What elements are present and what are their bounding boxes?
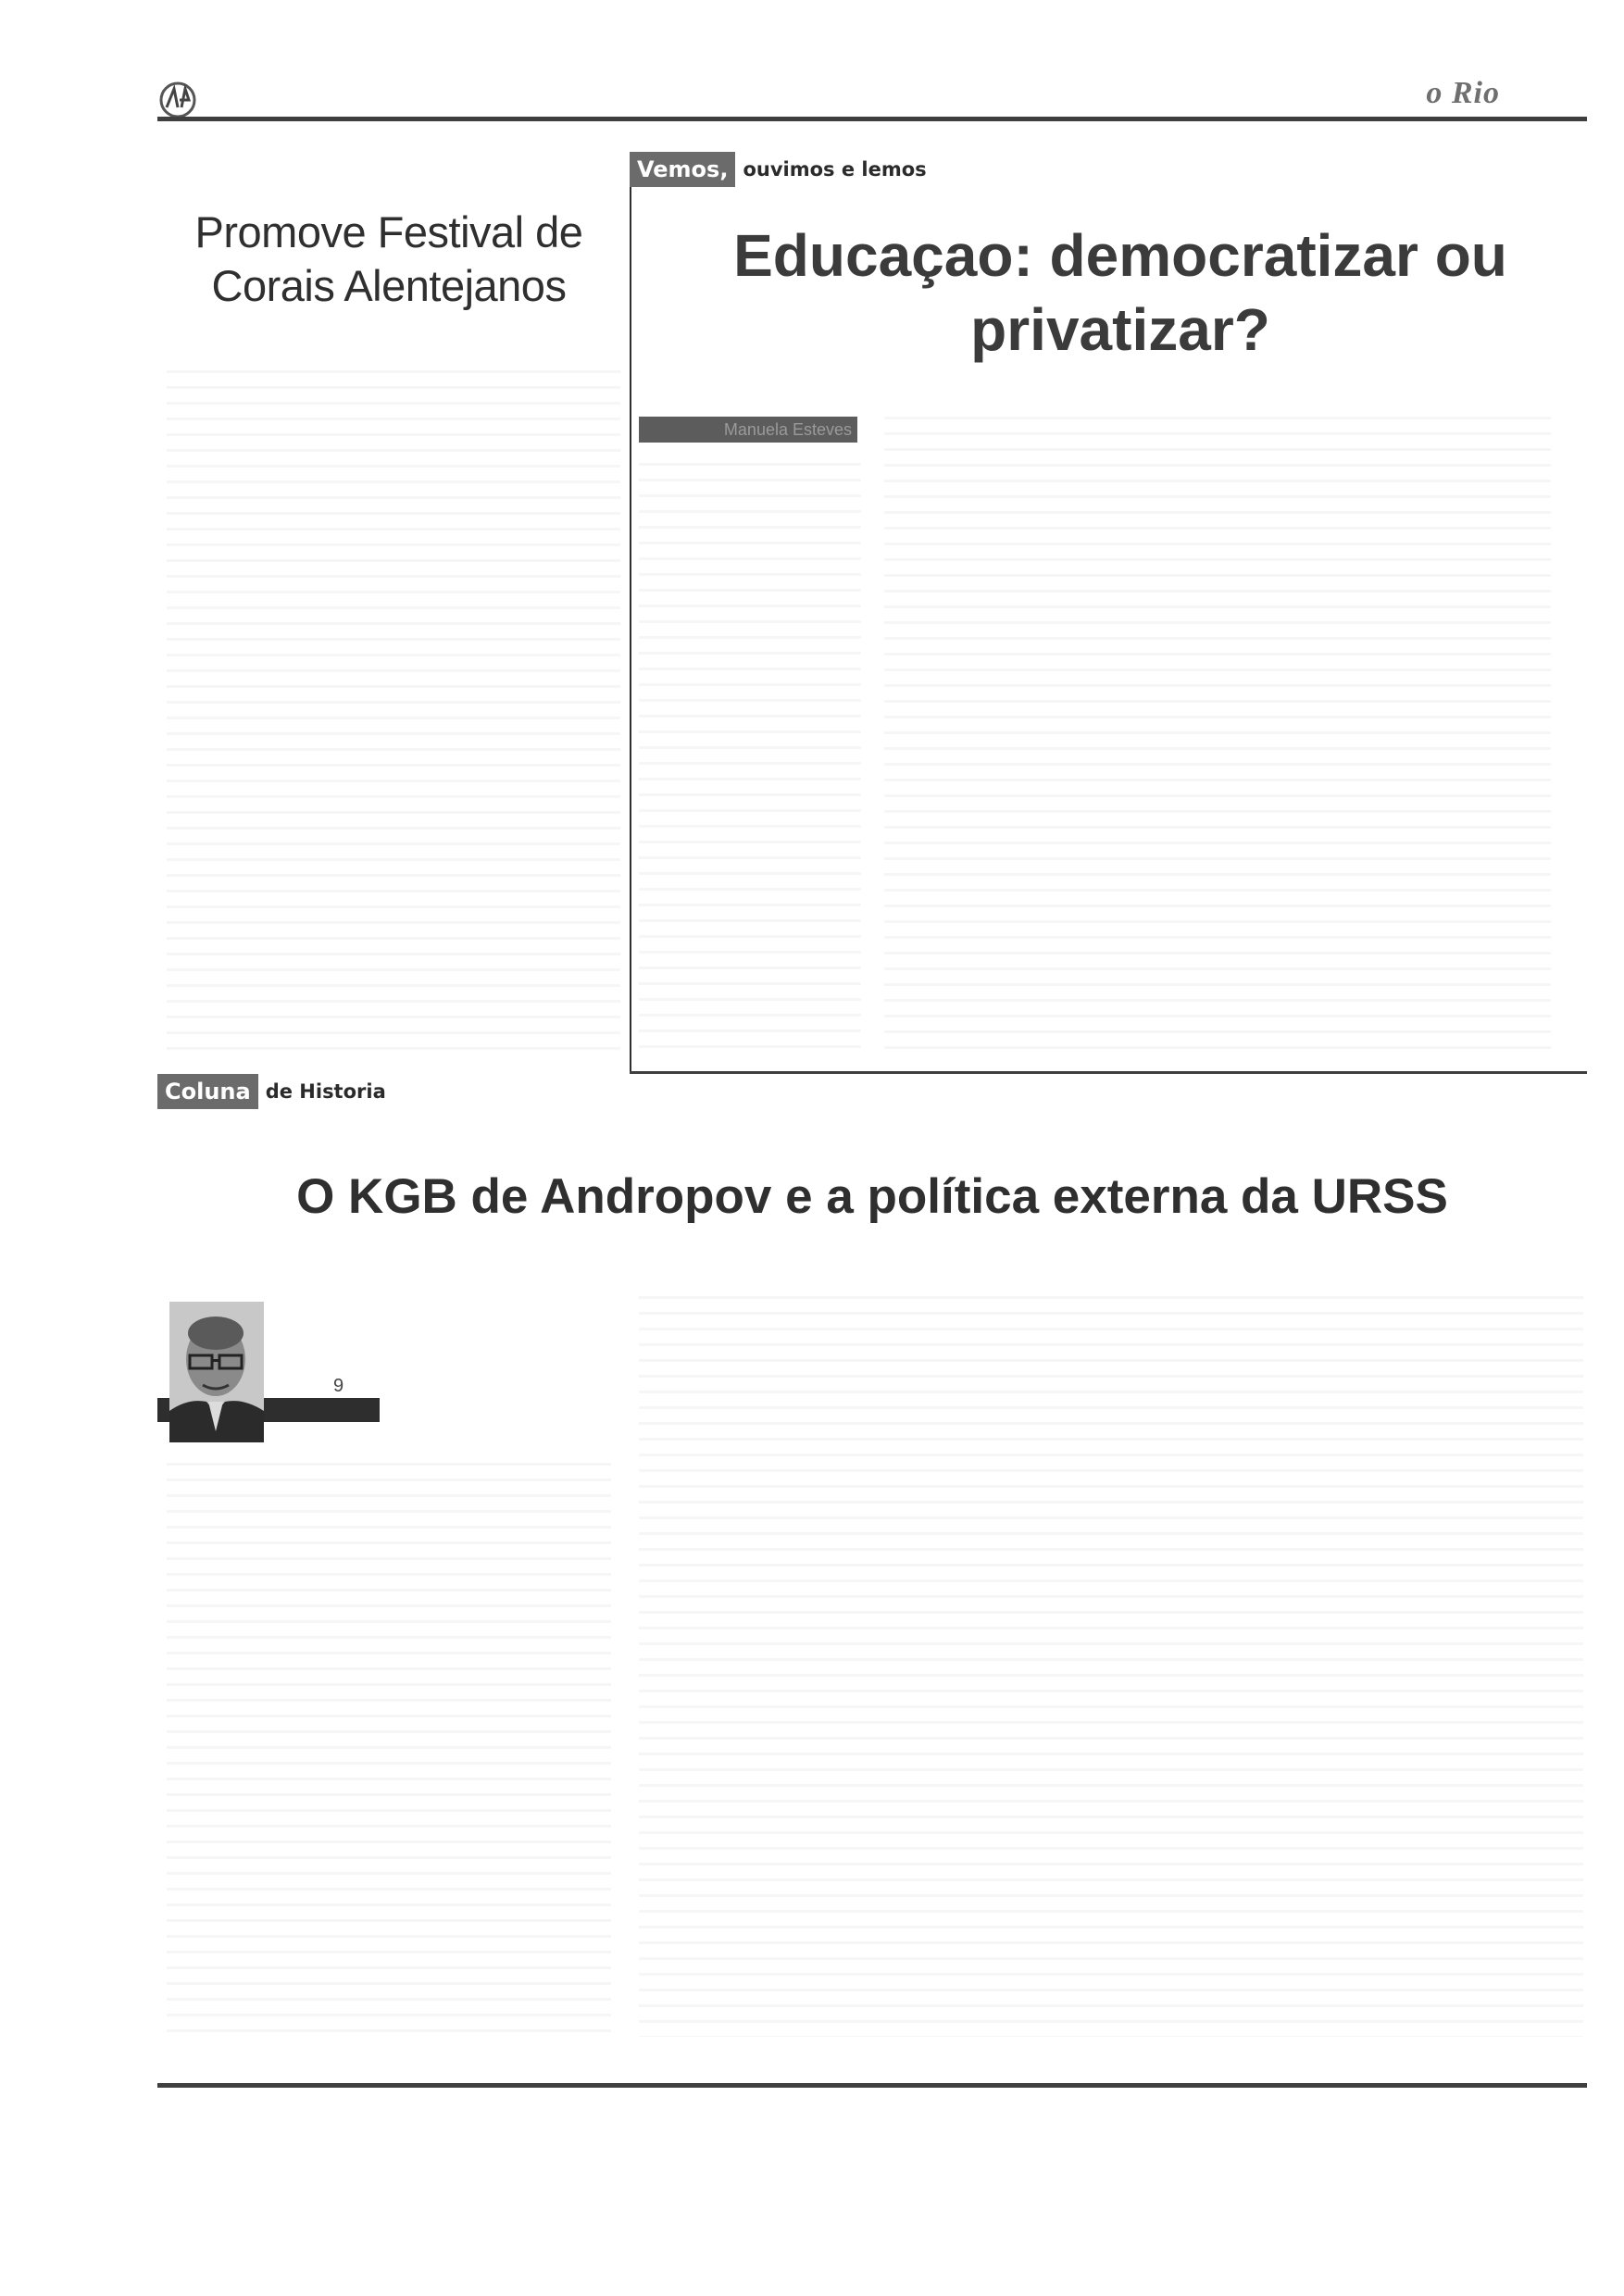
footer-rule [157, 2083, 1587, 2088]
left-article-headline: Promove Festival de Corais Alentejanos [194, 207, 583, 310]
history-section-tag: Coluna [157, 1074, 258, 1109]
history-faded-body-left [167, 1463, 611, 2037]
main-article-headline: Educaçao: democratizar ou privatizar? [733, 222, 1507, 363]
history-section-label [157, 1074, 386, 1109]
header-rule [157, 117, 1587, 121]
history-faded-body-right [639, 1296, 1583, 2037]
page-number-logo [157, 80, 198, 120]
main-article-byline: Manuela Esteves [639, 417, 857, 443]
section-rule [630, 1071, 1587, 1074]
author-portrait [169, 1302, 264, 1442]
column-divider [630, 154, 631, 1072]
main-article-faded-body-right [884, 417, 1551, 1055]
main-section-rest: ouvimos e lemos [743, 158, 927, 181]
left-article-faded-body [167, 370, 620, 1055]
main-article-faded-body-left [639, 463, 861, 1055]
masthead-title: o Rio [1426, 76, 1500, 110]
main-section-tag: Vemos, [630, 152, 735, 187]
portrait-mark: 9 [333, 1376, 344, 1396]
history-section-rest: de Historia [265, 1080, 386, 1103]
history-article-headline: O KGB de Andropov e a política externa da URSS [296, 1169, 1448, 1224]
main-section-label [630, 152, 927, 187]
